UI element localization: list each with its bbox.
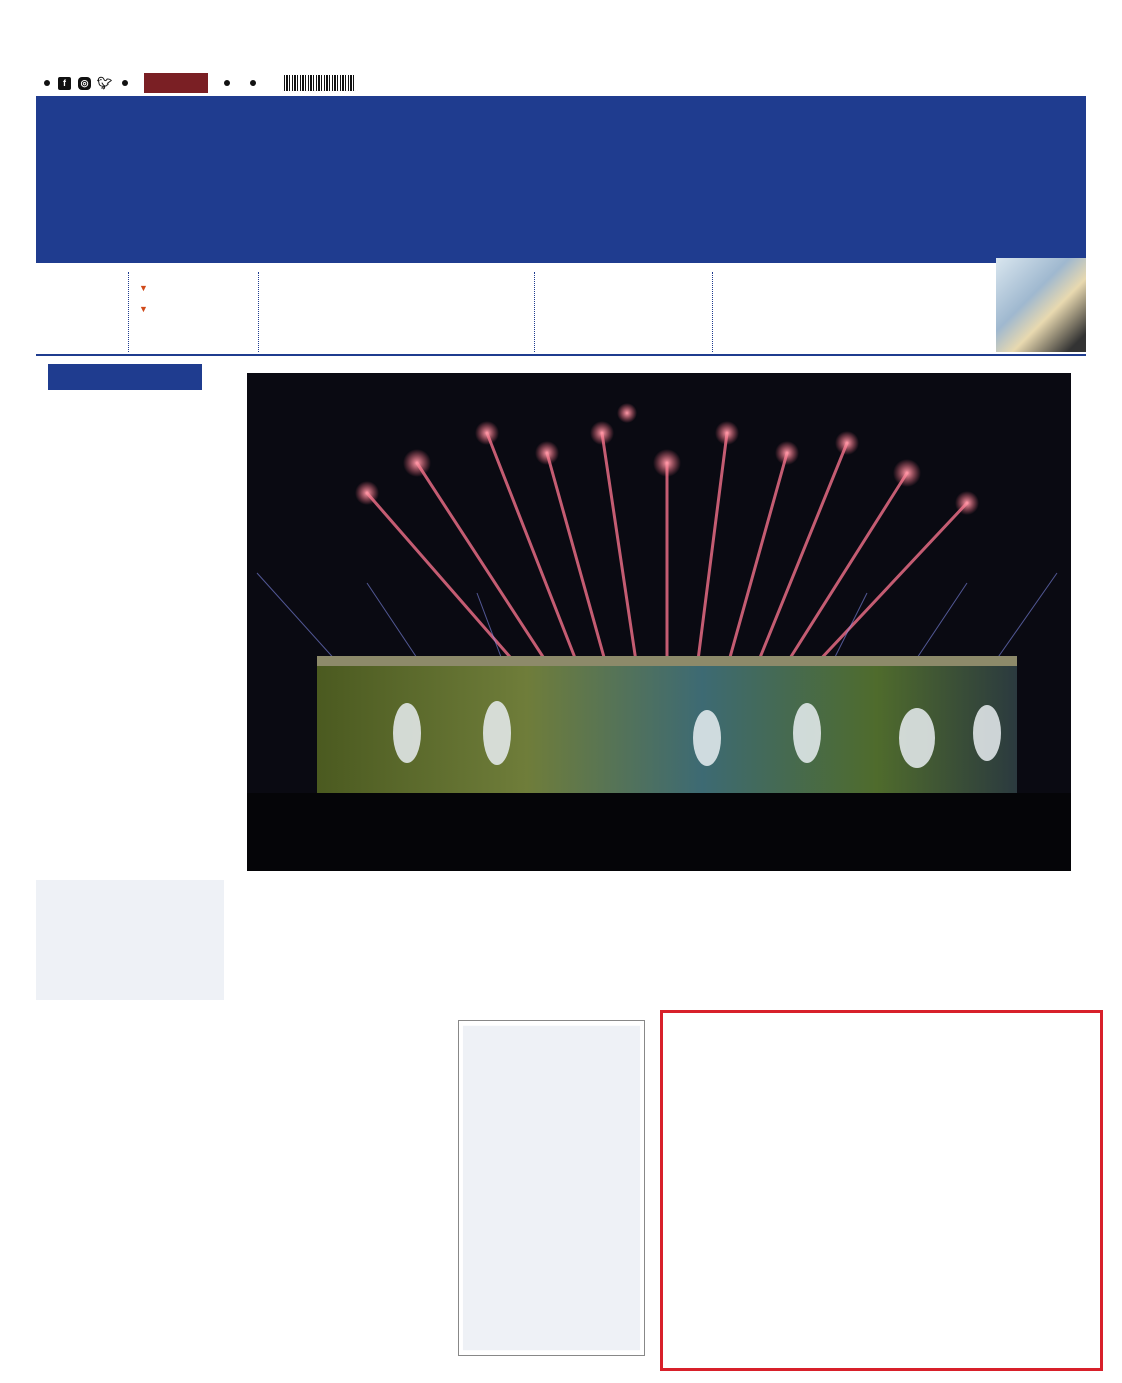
dollar-projection-chart [36, 880, 224, 1000]
instagram-icon: ◎ [78, 77, 91, 90]
down-arrow-icon: ▼ [139, 304, 148, 314]
section-editorial[interactable] [534, 272, 710, 352]
separator-dot [250, 80, 256, 86]
facebook-handle[interactable] [58, 77, 74, 90]
barcode-icon [284, 75, 354, 91]
fireworks-illustration [247, 373, 1071, 871]
top-strip [36, 73, 1086, 93]
section-datos[interactable] [128, 272, 258, 352]
highlight-box [660, 1010, 1103, 1371]
top5-title [48, 364, 202, 390]
section-mundo[interactable] [258, 272, 532, 352]
twitter-handle[interactable] [98, 77, 114, 90]
informality-chart [458, 1020, 645, 1356]
separator-dot [122, 80, 128, 86]
facebook-icon: f [58, 77, 71, 90]
masthead[interactable] [36, 96, 1086, 263]
separator-dot [44, 80, 50, 86]
chart-background [463, 1026, 640, 1350]
currency-rates [129, 278, 258, 320]
section-cultura[interactable] [712, 272, 1086, 352]
fireworks-photo[interactable] [247, 373, 1071, 871]
chart-background [36, 880, 224, 1000]
separator-dot [224, 80, 230, 86]
cultura-thumbnail[interactable] [996, 258, 1086, 352]
twitter-icon: 🐦︎ [96, 76, 113, 90]
section-index-bar [36, 272, 1086, 356]
weekday-badge [144, 73, 208, 93]
down-arrow-icon: ▼ [139, 283, 148, 293]
instagram-handle[interactable] [78, 77, 94, 90]
